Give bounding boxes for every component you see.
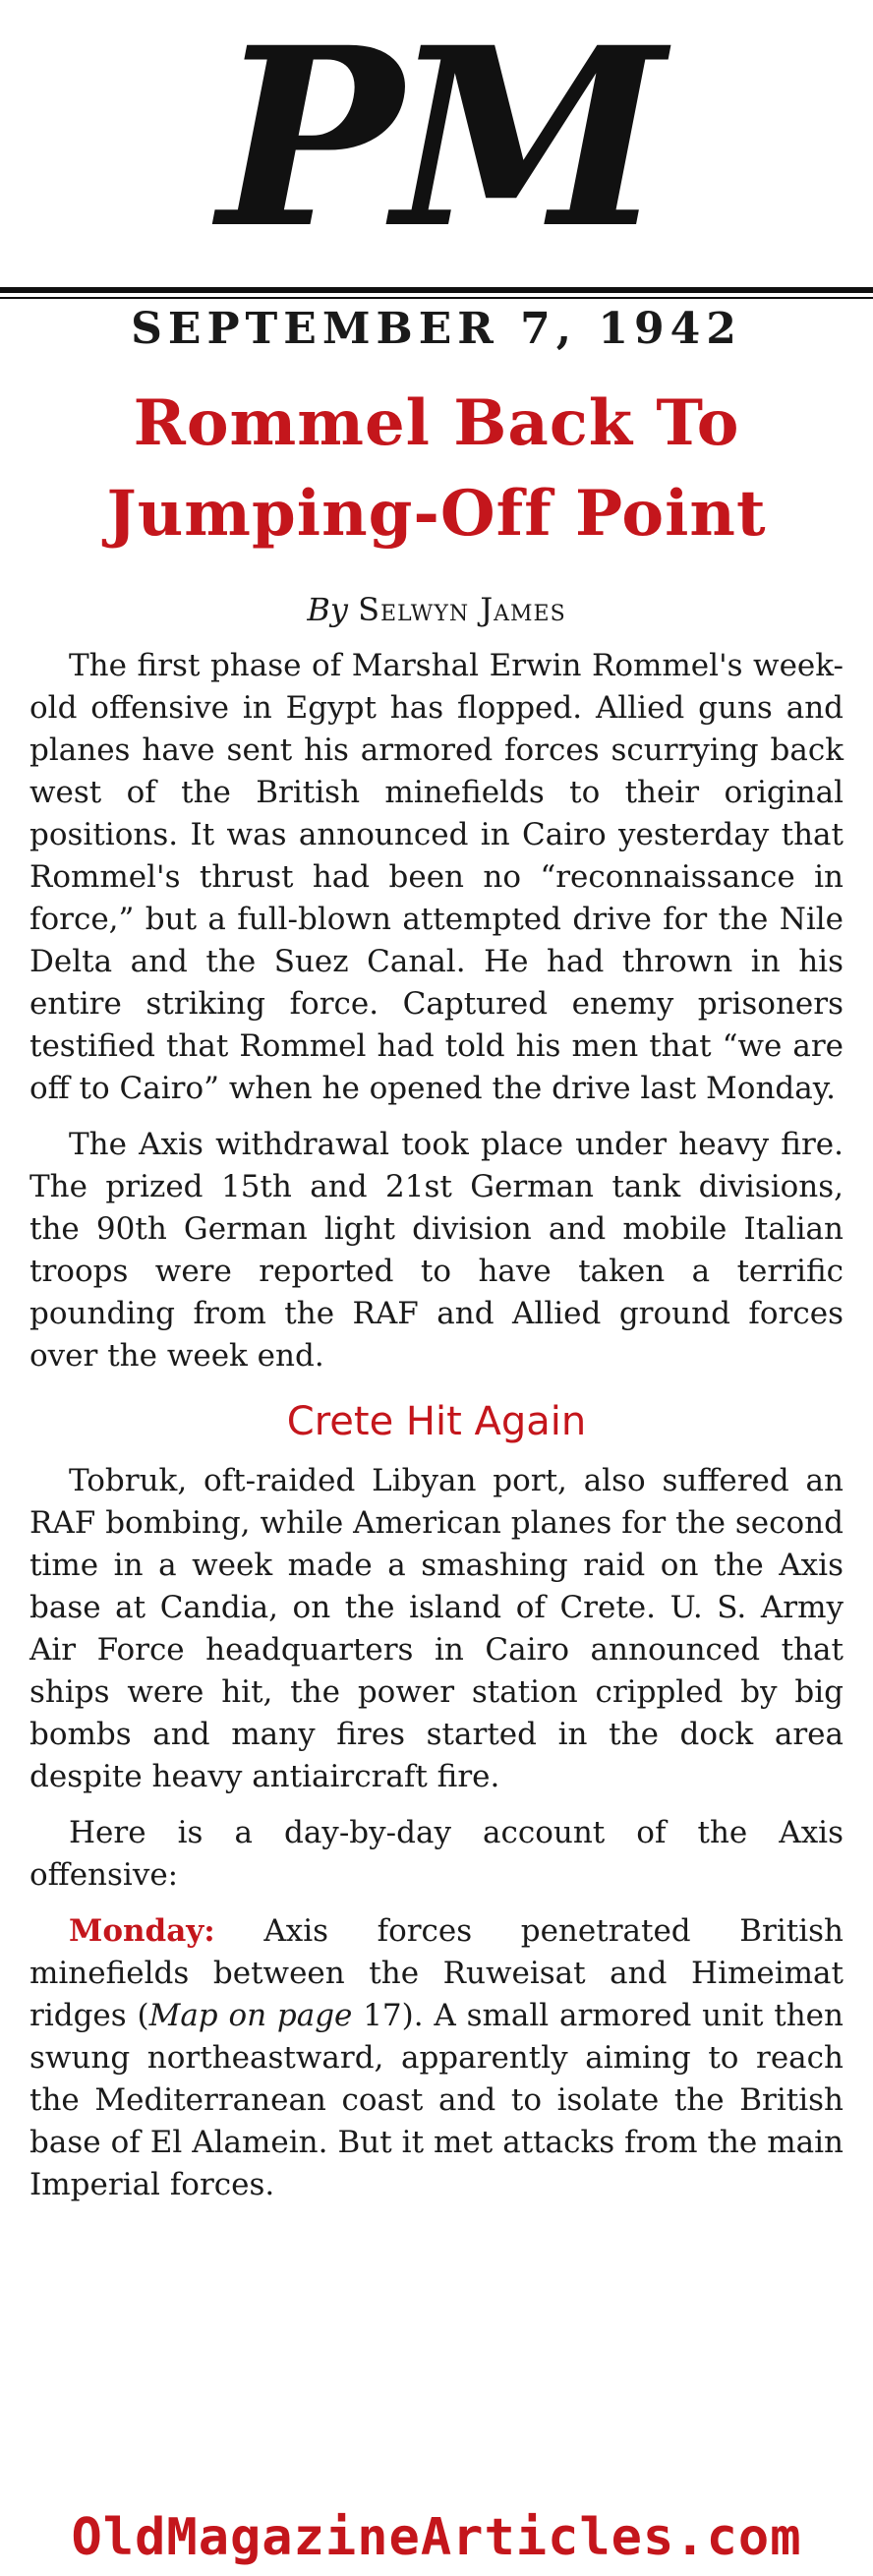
byline [0, 588, 873, 631]
byline-author: Selwyn James [358, 591, 566, 628]
masthead [0, 0, 873, 285]
paragraph-4: Here is a day-by-day account of the Axis offensive: [29, 1815, 844, 1893]
dateline: SEPTEMBER 7, 1942 [131, 304, 742, 354]
paragraph-5 [29, 1910, 844, 2206]
headline: Rommel Back To Jumping-Off Point [106, 386, 767, 551]
subhead: Crete Hit Again [286, 1399, 587, 1444]
paragraph-5-part1: Axis forces penetrated British minefields between the Ruweisat and Himeimat ridges ( [29, 1913, 844, 2033]
map-reference: Map on page [148, 1998, 353, 2033]
byline-by: By [307, 591, 348, 628]
pm-logo: PM [217, 0, 656, 282]
footer-credit: OldMagazineArticles.com [71, 2508, 802, 2567]
map-page-number: 17 [352, 1998, 402, 2033]
masthead-rule-thin [0, 297, 873, 299]
masthead-rule-thick [0, 287, 873, 293]
paragraph-2: The Axis withdrawal took place under heavy fire. The prized 15th and 21st German tank divisions, the 90th German light division and mobile Italian troops were reported to have taken a terrific pounding from the RAF and Allied ground forces over the week end. [29, 1127, 844, 1374]
paragraph-5-part2: ). A small armored unit then swung northeastward, apparently aiming to reach the Mediterranean coast and to isolate the British base of El Alamein. But it met attacks from the main Imperial forces. [29, 1998, 844, 2202]
article-body [29, 645, 844, 2220]
paragraph-3: Tobruk, oft-raided Libyan port, also suffered an RAF bombing, while American planes for the second time in a week made a smashing raid on the Axis base at Candia, on the island of Crete. U. S. Army Air Force headquarters in Cairo announced that ships were hit, the power station crippled by big bombs and many fires started in the dock area despite heavy antiaircraft fire. [29, 1463, 844, 1794]
paragraph-1: The first phase of Marshal Erwin Rommel's week-old offensive in Egypt has flopped. Allied guns and planes have sent his armored forces scurrying back west of the British minefields to their original positions. It was announced in Cairo yesterday that Rommel's thrust had been no “reconnaissance in force,” but a full-blown attempted drive for the Nile Delta and the Suez Canal. He had thrown in his entire striking force. Captured enemy prisoners testified that Rommel had told his men that “we are off to Cairo” when he opened the drive last Monday. [29, 648, 844, 1106]
lead-in-monday: Monday: [69, 1913, 215, 1949]
